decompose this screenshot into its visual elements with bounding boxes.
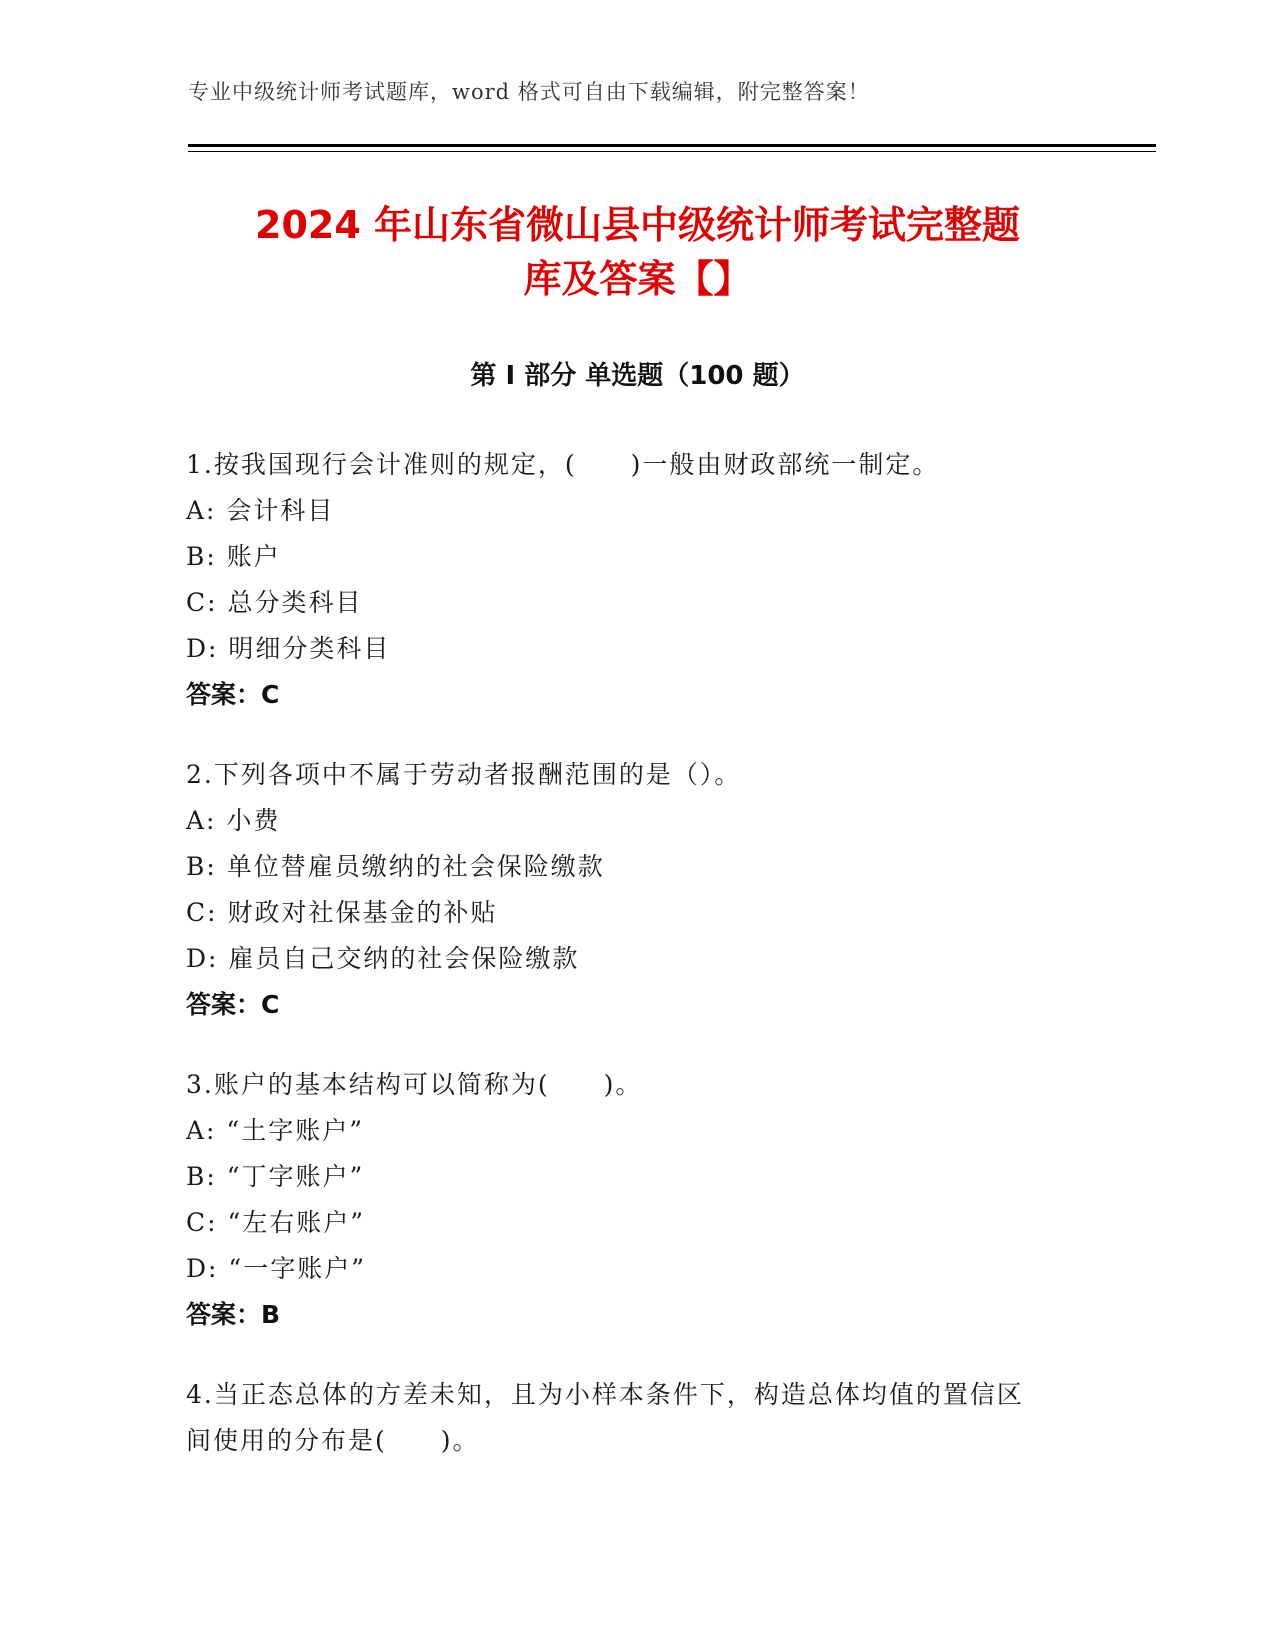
question-stem: 3.账户的基本结构可以简称为( )。: [186, 1070, 643, 1099]
option-c: C: 总分类科目: [186, 588, 363, 617]
option-d: D: 雇员自己交纳的社会保险缴款: [186, 944, 580, 973]
document-title-line-2: 库及答案【】: [523, 257, 752, 301]
option-b: B: 账户: [186, 542, 281, 571]
answer: 答案：C: [186, 680, 280, 709]
option-d: D: “一字账户”: [186, 1254, 366, 1283]
option-c: C: 财政对社保基金的补贴: [186, 898, 498, 927]
section-title: 第 I 部分 单选题（100 题）: [470, 361, 805, 391]
option-a: A: 会计科目: [186, 496, 335, 525]
answer: 答案：B: [186, 1300, 281, 1329]
question-stem: 2.下列各项中不属于劳动者报酬范围的是（）。: [186, 760, 742, 789]
option-b: B: 单位替雇员缴纳的社会保险缴款: [186, 852, 605, 881]
option-d: D: 明细分类科目: [186, 634, 391, 663]
header-note: 专业中级统计师考试题库，word 格式可自由下载编辑，附完整答案！: [188, 80, 870, 104]
option-a: A: “土字账户”: [186, 1116, 364, 1145]
header-rule-thin: [188, 151, 1156, 152]
document-title-line-1: 2024 年山东省微山县中级统计师考试完整题: [255, 203, 1020, 247]
option-c: C: “左右账户”: [186, 1208, 366, 1237]
question-stem: 1.按我国现行会计准则的规定，( )一般由财政部统一制定。: [186, 450, 940, 479]
question-3: [186, 1062, 1086, 1338]
header-rule-thick: [188, 144, 1156, 147]
document-title: [150, 198, 1125, 306]
option-a: A: 小费: [186, 806, 281, 835]
question-2: [186, 752, 1086, 1028]
question-stem: 4.当正态总体的方差未知，且为小样本条件下，构造总体均值的置信区间使用的分布是( )。: [186, 1380, 1024, 1455]
question-4: [186, 1372, 1086, 1464]
question-list: [186, 442, 1086, 1498]
option-b: B: “丁字账户”: [186, 1162, 365, 1191]
answer: 答案：C: [186, 990, 280, 1019]
question-1: [186, 442, 1086, 718]
